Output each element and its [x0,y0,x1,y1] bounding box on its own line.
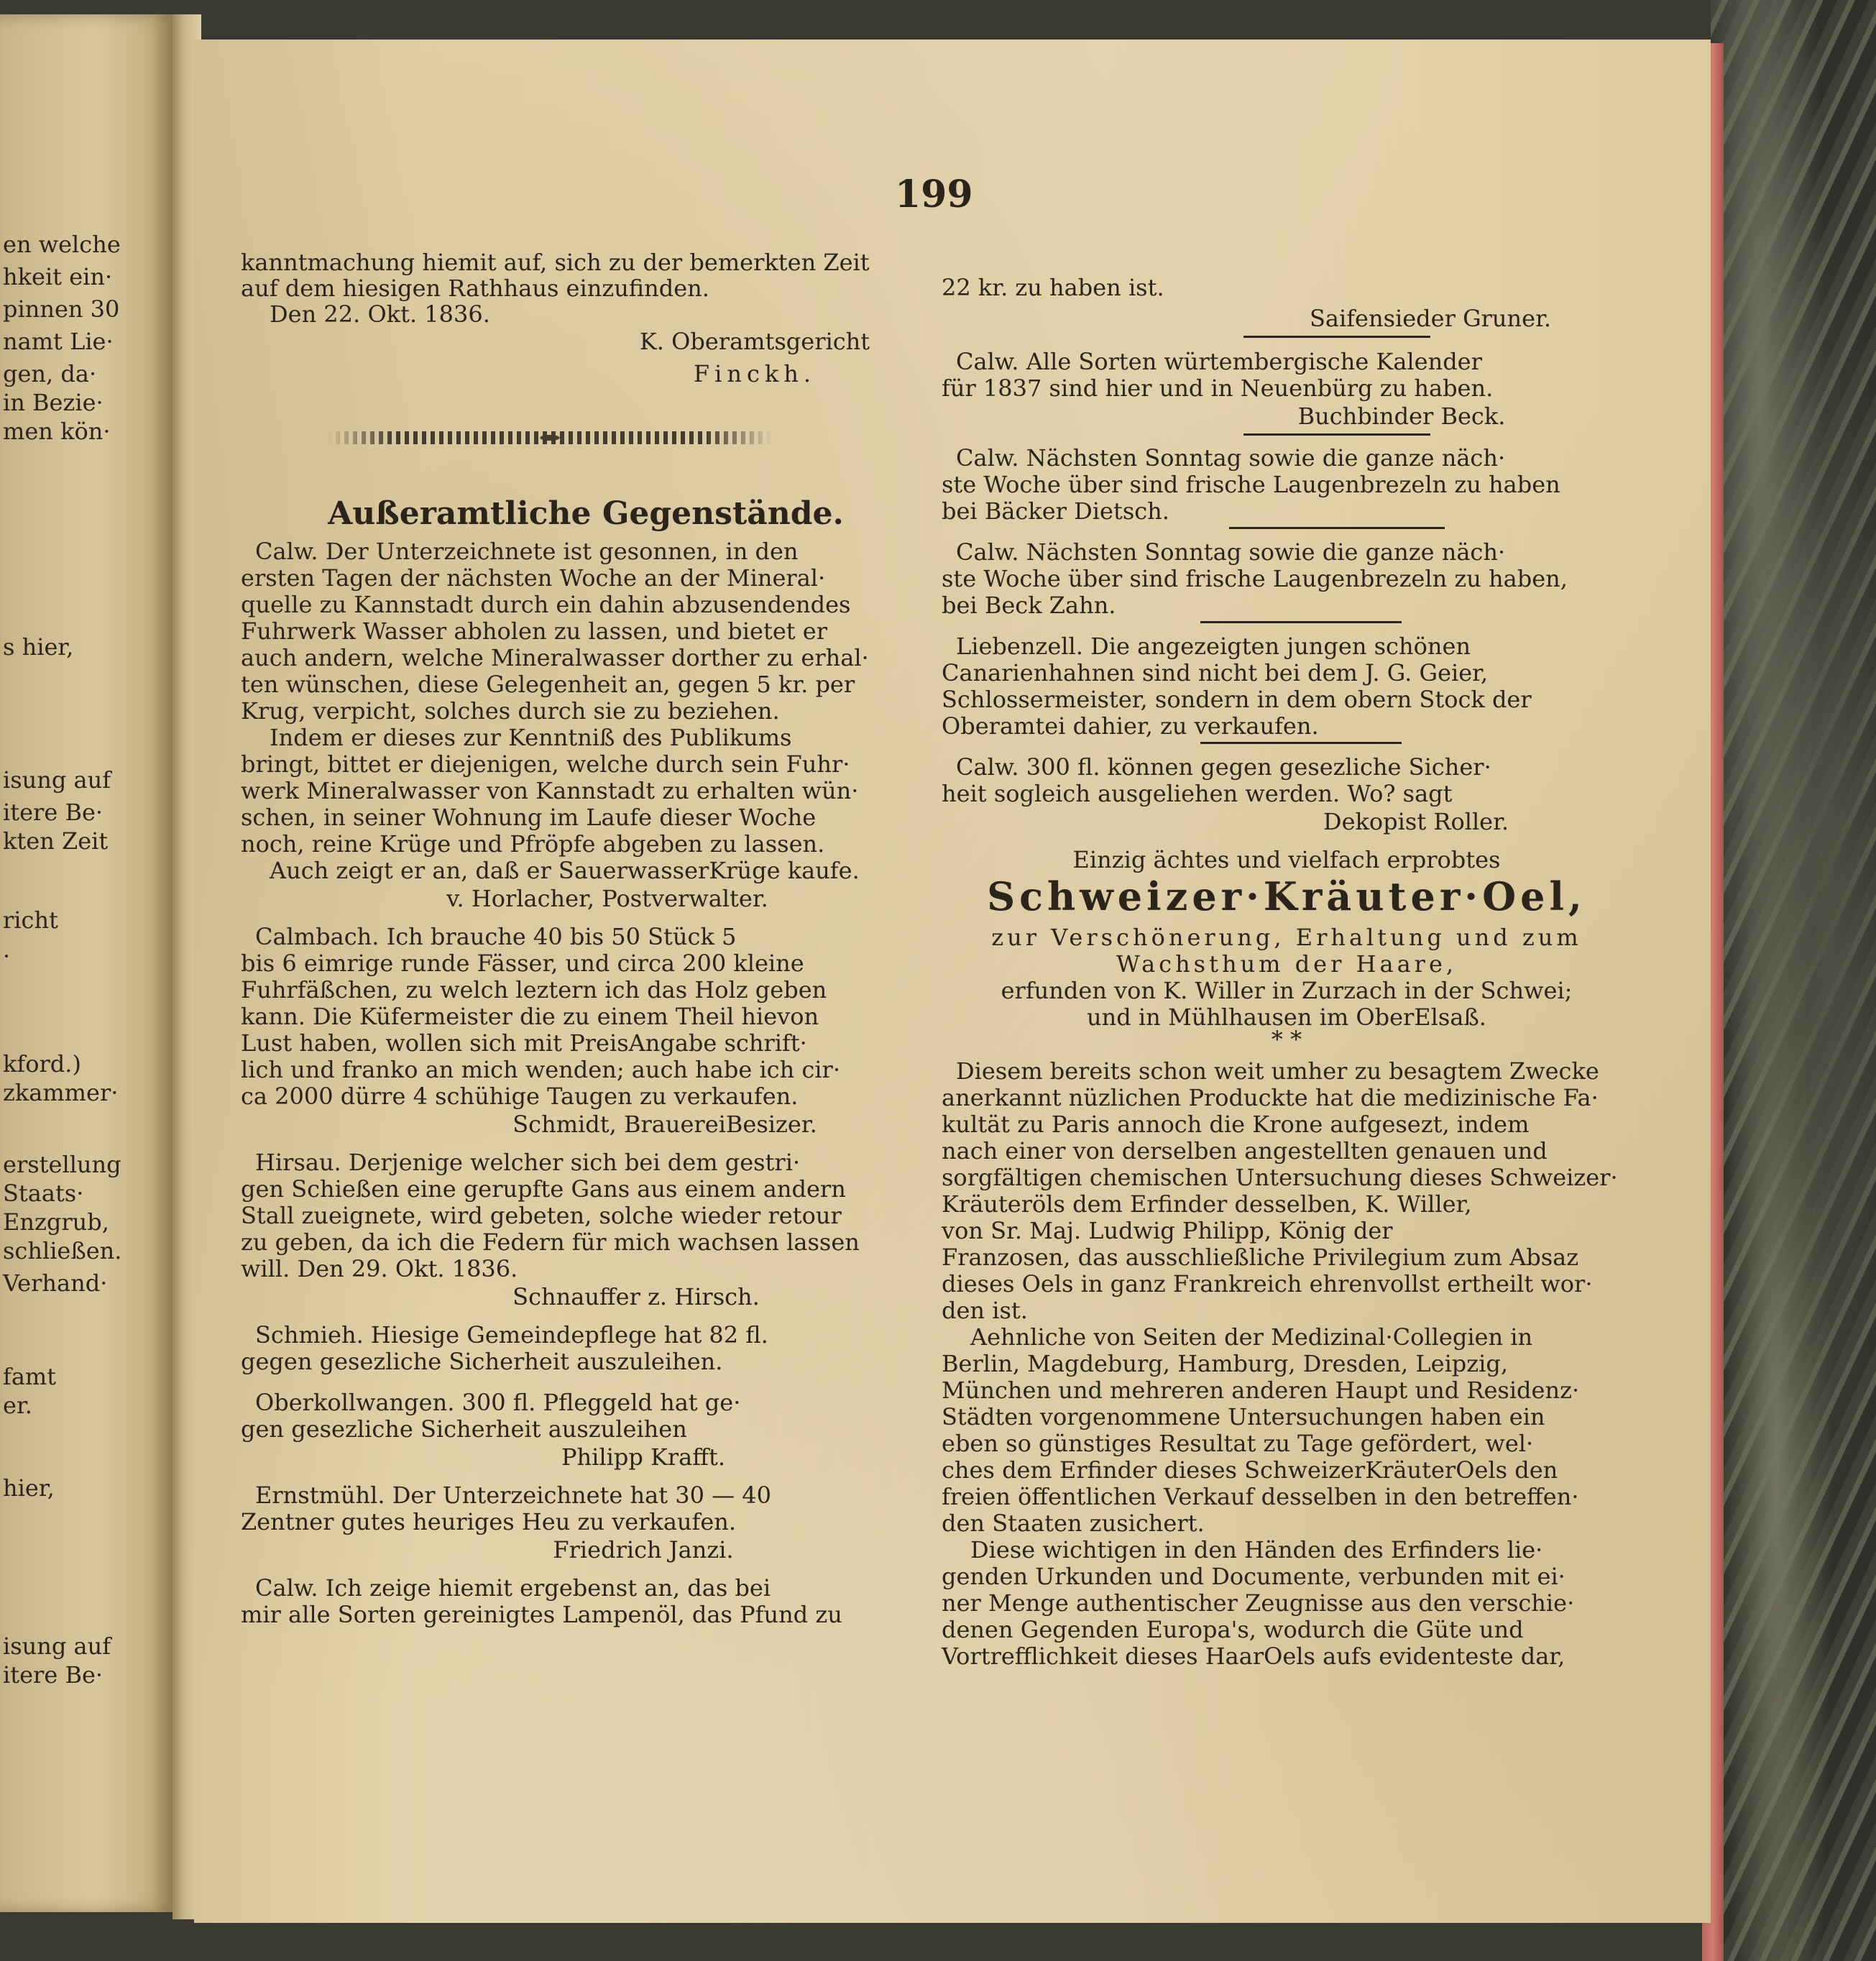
text-line: genden Urkunden und Documente, verbunden mit ei· [942,1563,1565,1590]
text-line: Calw. Der Unterzeichnete ist gesonnen, in den [255,538,799,565]
ad-subtitle: erfunden von K. Willer in Zurzach in der Schwei; [1001,977,1573,1004]
text-line: Aehnliche von Seiten der Medizinal·Collegien in [970,1323,1533,1351]
text-line: Schmieh. Hiesige Gemeindepflege hat 82 fl. [255,1321,768,1349]
fragment-line: kford.) [3,1050,81,1078]
fragment-line: en welche [3,231,121,258]
fragment-line: zkammer· [3,1079,119,1106]
signature: Dekopist Roller. [1323,808,1509,835]
fragment-line: famt [3,1363,57,1390]
text-line: Calmbach. Ich brauche 40 bis 50 Stück 5 [255,923,737,950]
divider [1243,433,1430,436]
text-line: gegen gesezliche Sicherheit auszuleihen. [241,1348,723,1375]
ad-title-intro: Einzig ächtes und vielfach erprobtes [1072,846,1501,873]
signature: v. Horlacher, Postverwalter. [446,885,768,912]
text-line: Den 22. Okt. 1836. [270,300,490,328]
text-line: lich und franko an mich wenden; auch habe ich cir· [241,1056,840,1083]
text-line: mir alle Sorten gereinigtes Lampenöl, das Pfund zu [241,1601,842,1628]
text-line: bis 6 eimrige runde Fässer, und circa 200 kleine [241,950,804,977]
text-line: Oberamtei dahier, zu verkaufen. [942,712,1319,740]
text-line: anerkannt nüzlichen Produckte hat die medizinische Fa· [942,1084,1599,1111]
text-line: 22 kr. zu haben ist. [942,274,1164,301]
text-line: werk Mineralwasser von Kannstadt zu erhalten wün· [241,777,859,804]
signature: Saifensieder Gruner. [1309,305,1552,332]
text-line: Auch zeigt er an, daß er SauerwasserKrüge kaufe. [270,857,860,884]
fragment-line: hier, [3,1474,55,1502]
fragment-line: Enzgrub, [3,1208,109,1236]
text-line: Städten vorgenommene Untersuchungen haben ein [942,1403,1545,1430]
asterisks: * * [1271,1026,1302,1053]
marbled-cover [1711,0,1876,1961]
text-line: ste Woche über sind frische Laugenbrezeln zu haben [942,471,1560,498]
text-line: Calw. Ich zeige hiemit ergebenst an, das bei [255,1574,771,1602]
text-line: von Sr. Maj. Ludwig Philipp, König der [942,1217,1393,1244]
signature: Schnauffer z. Hirsch. [512,1283,760,1310]
text-line: gen gesezliche Sicherheit auszuleihen [241,1415,687,1443]
signature: Buchbinder Beck. [1297,403,1506,430]
text-line: Calw. Alle Sorten würtembergische Kalender [956,348,1482,375]
fragment-line: gen, da· [3,360,97,387]
text-line: kanntmachung hiemit auf, sich zu der bemerkten Zeit [241,249,870,276]
text-line: Calw. Nächsten Sonntag sowie die ganze näch· [956,444,1506,472]
text-line: heit sogleich ausgeliehen werden. Wo? sagt [942,780,1453,807]
text-line: Diese wichtigen in den Händen des Erfinders lie· [970,1536,1543,1563]
text-line: bei Beck Zahn. [942,592,1116,619]
fragment-line: s hier, [3,633,74,661]
text-line: schen, in seiner Wohnung im Laufe dieser Woche [241,804,817,831]
text-line: Schlossermeister, sondern in dem obern Stock der [942,686,1532,713]
text-line: kann. Die Küfermeister die zu einem Theil hievon [241,1003,819,1030]
text-line: für 1837 sind hier und in Neuenbürg zu haben. [942,375,1494,402]
text-line: Fuhrfäßchen, zu welch leztern ich das Holz geben [241,976,827,1004]
text-line: gen Schießen eine gerupfte Gans aus einem andern [241,1175,846,1203]
fragment-line: pinnen 30 [3,295,120,323]
text-line: kultät zu Paris annoch die Krone aufgesezt, indem [942,1111,1530,1138]
fragment-line: itere Be· [3,799,104,826]
text-line: München und mehreren anderen Haupt und Residenz· [942,1377,1580,1404]
text-line: Kräuteröls dem Erfinder desselben, K. Willer, [942,1190,1472,1218]
text-line: Indem er dieses zur Kenntniß des Publikums [270,724,792,751]
signature: Philipp Krafft. [561,1443,726,1471]
text-line: Oberkollwangen. 300 fl. Pfleggeld hat ge· [255,1389,741,1416]
fragment-line: richt [3,906,58,934]
text-line: quelle zu Kannstadt durch ein dahin abzusendendes [241,591,851,618]
text-line: eben so günstiges Resultat zu Tage gefördert, wel· [942,1430,1534,1457]
text-line: ches dem Erfinder dieses SchweizerKräuterOels den [942,1456,1558,1484]
signature: Friedrich Janzi. [553,1536,734,1563]
divider [1243,336,1430,338]
text-line: ca 2000 dürre 4 schühige Taugen zu verkaufen. [241,1083,799,1110]
text-line: sorgfältigen chemischen Untersuchung dieses Schweizer· [942,1164,1618,1191]
ad-subtitle: Wachsthum der Haare, [1116,950,1458,978]
text-line: ner Menge authentischer Zeugnisse aus den verschie· [942,1589,1575,1617]
fragment-line: hkeit ein· [3,263,113,290]
text-line: den ist. [942,1297,1028,1324]
fragment-line: Staats· [3,1180,84,1207]
fragment-line: erstellung [3,1151,121,1178]
text-line: bringt, bittet er diejenigen, welche durch sein Fuhr· [241,750,850,778]
fragment-line: · [3,942,11,970]
text-line: Krug, verpicht, solches durch sie zu beziehen. [241,697,780,725]
text-line: Franzosen, das ausschließliche Privilegium zum Absaz [942,1244,1579,1271]
section-heading: Außeramtliche Gegenstände. [328,495,844,532]
text-line: Lust haben, wollen sich mit PreisAngabe schrift· [241,1029,807,1057]
previous-page [0,14,173,1912]
text-line: denen Gegenden Europa's, wodurch die Güte und [942,1616,1524,1643]
text-line: nach einer von derselben angestellten genauen und [942,1137,1548,1165]
ad-subtitle: zur Verschönerung, Erhaltung und zum [991,924,1582,951]
divider [1229,527,1445,529]
text-line: Liebenzell. Die angezeigten jungen schönen [956,633,1471,660]
fragment-line: itere Be· [3,1661,104,1689]
page-number: 199 [895,173,973,216]
fragment-line: namt Lie· [3,328,114,355]
fragment-line: in Bezie· [3,389,104,416]
fragment-line: schließen. [3,1237,122,1264]
fragment-line: isung auf [3,1632,111,1660]
signature: Finckh. [693,360,817,387]
text-line: Vortrefflichkeit dieses HaarOels aufs evidenteste dar, [942,1643,1565,1670]
fragment-line: isung auf [3,766,111,794]
signature: Schmidt, BrauereiBesizer. [512,1111,817,1138]
ad-subtitle: und in Mühlhausen im OberElsaß. [1087,1004,1486,1031]
text-line: den Staaten zusichert. [942,1510,1205,1537]
text-line: Diesem bereits schon weit umher zu besagtem Zwecke [956,1057,1599,1085]
ornament-divider [327,431,773,444]
text-line: Hirsau. Derjenige welcher sich bei dem gestri· [255,1149,801,1176]
divider [1200,742,1402,744]
fragment-line: kten Zeit [3,827,109,855]
text-line: zu geben, da ich die Federn für mich wachsen lassen [241,1229,860,1256]
text-line: dieses Oels in ganz Frankreich ehrenvollst ertheilt wor· [942,1270,1593,1298]
text-line: Ernstmühl. Der Unterzeichnete hat 30 — 40 [255,1482,771,1509]
text-line: will. Den 29. Okt. 1836. [241,1255,518,1282]
text-line: Stall zueignete, wird gebeten, solche wieder retour [241,1202,842,1229]
text-line: bei Bäcker Dietsch. [942,497,1169,525]
text-line: freien öffentlichen Verkauf desselben in den betreffen· [942,1483,1579,1510]
page-199 [194,40,1711,1923]
text-line: Canarienhahnen sind nicht bei dem J. G. Geier, [942,659,1489,686]
fragment-line: Verhand· [3,1269,108,1297]
text-line: Zentner gutes heuriges Heu zu verkaufen. [241,1508,737,1535]
text-line: Calw. 300 fl. können gegen gesezliche Sicher· [956,753,1491,781]
text-line: auf dem hiesigen Rathhaus einzufinden. [241,275,709,302]
fragment-line: er. [3,1392,32,1419]
text-line: ste Woche über sind frische Laugenbrezeln zu haben, [942,565,1568,592]
text-line: Fuhrwerk Wasser abholen zu lassen, und bietet er [241,617,828,645]
text-line: Calw. Nächsten Sonntag sowie die ganze näch· [956,538,1506,566]
text-line: auch andern, welche Mineralwasser dorther zu erhal· [241,644,869,671]
signature: K. Oberamtsgericht [639,328,870,355]
text-line: Berlin, Magdeburg, Hamburg, Dresden, Leipzig, [942,1350,1509,1377]
divider [1200,621,1402,623]
text-line: ersten Tagen der nächsten Woche an der Mineral· [241,564,826,592]
text-line: ten wünschen, diese Gelegenheit an, gegen 5 kr. per [241,671,855,698]
ad-title: Schweizer·Kräuter·Oel, [987,873,1586,919]
text-line: noch, reine Krüge und Pfröpfe abgeben zu lassen. [241,830,825,858]
fragment-line: men kön· [3,418,111,445]
